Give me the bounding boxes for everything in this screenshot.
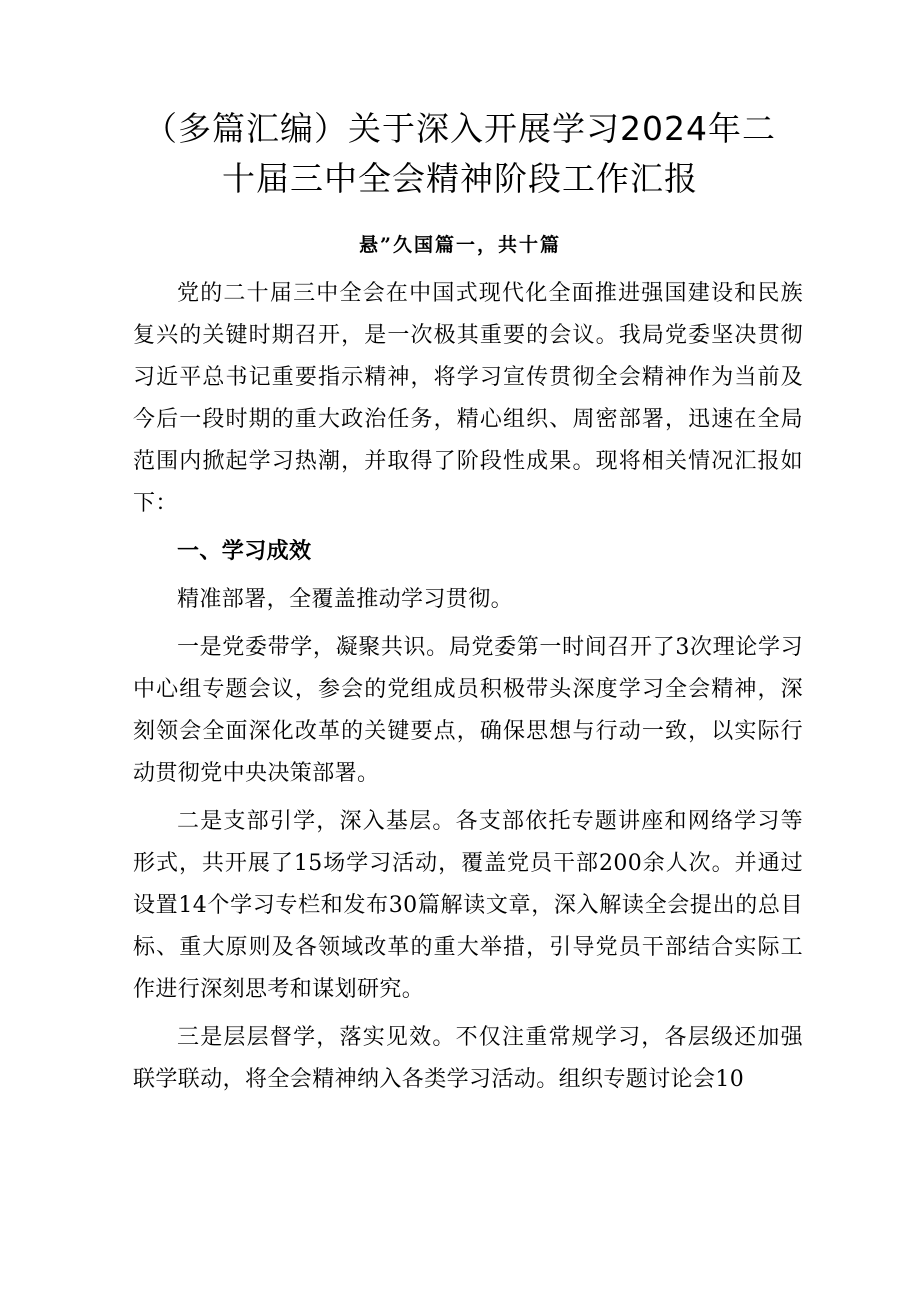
subsection-lead: 精准部署，全覆盖推动学习贯彻。: [177, 587, 514, 612]
document-title: [110, 104, 810, 204]
document-subtitle: 悬”久国篇一，共十篇: [359, 234, 561, 256]
title-line-2: 十届三中全会精神阶段工作汇报: [222, 159, 698, 198]
body-paragraph: 三是层层督学，落实见效。不仅注重常规学习，各层级还加强联学联动，将全会精神纳入各类学习活动。组织专题讨论会10: [133, 1025, 803, 1092]
document-body: [133, 273, 803, 1101]
title-line-1: （多篇汇编）关于深入开展学习2024年二: [144, 109, 776, 148]
section-heading: 一、学习成效: [177, 539, 312, 564]
body-paragraph: 二是支部引学，深入基层。各支部依托专题讲座和网络学习等形式，共开展了15场学习活动，覆盖党员干部200余人次。并通过设置14个学习专栏和发布30篇解读文章，深入解读全会提出的总目标、重大原则及各领域改革的重大举措，引导党员干部结合实际工作进行深刻思考和谋划研究。: [133, 809, 803, 1002]
body-paragraph: 一是党委带学，凝聚共识。局党委第一时间召开了3次理论学习中心组专题会议，参会的党组成员积极带头深度学习全会精神，深刻领会全面深化改革的关键要点，确保思想与行动一致，以实际行动贯彻党中央决策部署。: [133, 635, 803, 786]
intro-paragraph: 党的二十届三中全会在中国式现代化全面推进强国建设和民族复兴的关键时期召开，是一次极其重要的会议。我局党委坚决贯彻习近平总书记重要指示精神，将学习宣传贯彻全会精神作为当前及今后一段时期的重大政治任务，精心组织、周密部署，迅速在全局范围内掀起学习热潮，并取得了阶段性成果。现将相关情况汇报如下：: [133, 281, 803, 516]
